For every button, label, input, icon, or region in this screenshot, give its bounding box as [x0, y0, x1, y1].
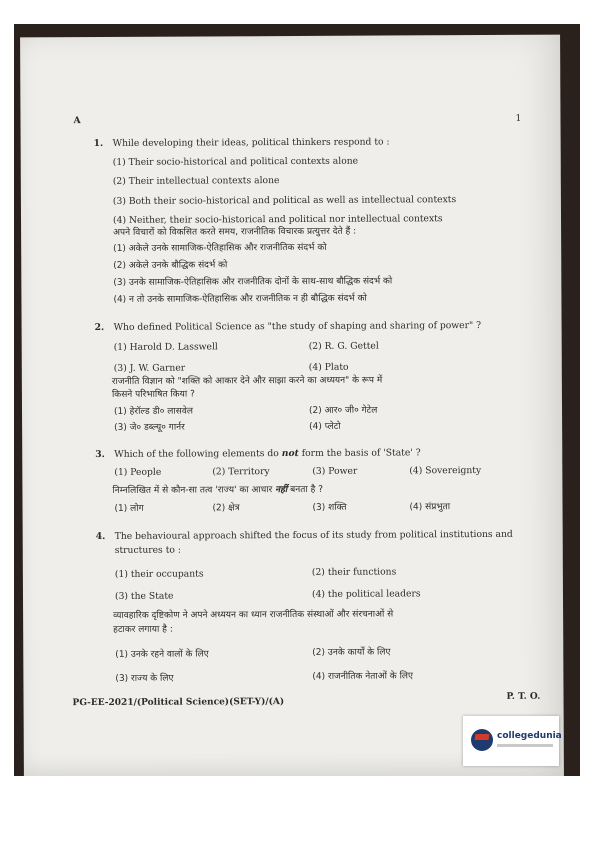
question-text-hi: राजनीति विज्ञान को "शक्ति को आकार देने और साझा करने का अध्ययन" के रूप में — [111, 375, 383, 387]
question-text-hi: किसने परिभाषित किया ? — [111, 389, 195, 400]
logo-tagline-bar — [497, 744, 553, 747]
option-en: (3) Power — [312, 465, 358, 477]
graduate-icon — [471, 729, 493, 751]
question-text-en: While developing their ideas, political thinkers respond to : — [112, 136, 390, 149]
option-en: (2) R. G. Gettel — [308, 340, 379, 352]
option-en: (3) the State — [114, 590, 174, 602]
question-number: 1. — [93, 137, 104, 150]
option-en: (2) Territory — [212, 466, 270, 478]
option-en: (1) their occupants — [114, 568, 204, 580]
option-en: (4) Sovereignty — [409, 465, 482, 477]
logo-brand: collegedunia — [497, 731, 562, 741]
option-hi: (4) राजनीतिक नेताओं के लिए — [312, 671, 414, 682]
photo-background — [14, 24, 580, 776]
question-text-en: structures to : — [114, 544, 181, 556]
option-hi: (1) अकेले उनके सामाजिक-ऐतिहासिक और राजनीतिक संदर्भ को — [113, 242, 327, 254]
option-en: (4) Plato — [308, 361, 349, 373]
question-number: 2. — [94, 321, 105, 334]
question-text-en: Which of the following elements do not form the basis of 'State' ? — [114, 447, 421, 460]
option-en: (2) their functions — [311, 566, 397, 578]
option-hi: (3) राज्य के लिए — [115, 673, 174, 684]
question-text-hi: हटाकर लगाया है : — [113, 624, 173, 635]
option-en: (1) Their socio-historical and political contexts alone — [112, 155, 359, 168]
question-text-hi: व्यावहारिक दृष्टिकोण ने अपने अध्ययन का ध्यान राजनीतिक संस्थाओं और संरचनाओं से — [113, 609, 394, 621]
option-hi: (2) अकेले उनके बौद्धिक संदर्भ को — [113, 260, 228, 271]
emphasis-nahi: नहीं — [275, 485, 288, 496]
option-hi: (2) उनके कार्यों के लिए — [312, 647, 391, 658]
question-number: 4. — [95, 530, 106, 543]
option-en: (4) the political leaders — [311, 588, 421, 600]
option-en: (1) Harold D. Lasswell — [113, 341, 218, 353]
pto-label: P. T. O. — [506, 691, 541, 702]
option-en: (3) Both their socio-historical and political as well as intellectual contexts — [112, 194, 457, 207]
question-text-hi: अपने विचारों को विकसित करते समय, राजनीतिक विचारक प्रत्युत्तर देते हैं : — [113, 226, 357, 238]
option-hi: (4) संप्रभुता — [409, 502, 451, 513]
option-en: (2) Their intellectual contexts alone — [112, 175, 280, 187]
option-hi: (2) क्षेत्र — [212, 503, 240, 514]
question-text-en: The behavioural approach shifted the focus of its study from political institutions and — [114, 528, 513, 542]
option-en: (4) Neither, their socio-historical and political nor intellectual contexts — [112, 213, 443, 226]
option-hi: (3) शक्ति — [312, 502, 347, 513]
page-number: 1 — [515, 112, 522, 124]
exam-paper-sheet — [20, 35, 564, 776]
question-text-hi: निम्नलिखित में से कौन-सा तत्व 'राज्य' का आधार नहीं बनता है ? — [112, 484, 324, 496]
question-text-en: Who defined Political Science as "the study of shaping and sharing of power" ? — [113, 320, 482, 333]
option-hi: (1) लोग — [114, 503, 144, 514]
option-hi: (1) उनके रहने वालों के लिए — [115, 649, 209, 660]
set-label: A — [73, 115, 81, 127]
option-hi: (3) जे० डब्ल्यू० गार्नर — [114, 422, 185, 433]
option-hi: (4) न तो उनके सामाजिक-ऐतिहासिक और राजनीतिक न ही बौद्धिक संदर्भ को — [113, 293, 367, 305]
option-hi: (2) आर० जी० गेटेल — [308, 405, 378, 416]
collegedunia-logo — [463, 716, 562, 766]
option-hi: (1) हेरॉल्ड डी० लासवेल — [113, 406, 193, 417]
option-hi: (3) उनके सामाजिक-ऐतिहासिक और राजनीतिक दोनों के साथ-साथ बौद्धिक संदर्भ को — [113, 276, 393, 288]
option-hi: (4) प्लेटो — [309, 421, 341, 432]
option-en: (1) People — [114, 466, 162, 478]
emphasis-not: not — [281, 447, 299, 460]
option-en: (3) J. W. Garner — [113, 362, 186, 374]
question-number: 3. — [95, 448, 105, 461]
paper-code: PG-EE-2021/(Political Science)(SET-Y)/(A) — [72, 697, 285, 709]
